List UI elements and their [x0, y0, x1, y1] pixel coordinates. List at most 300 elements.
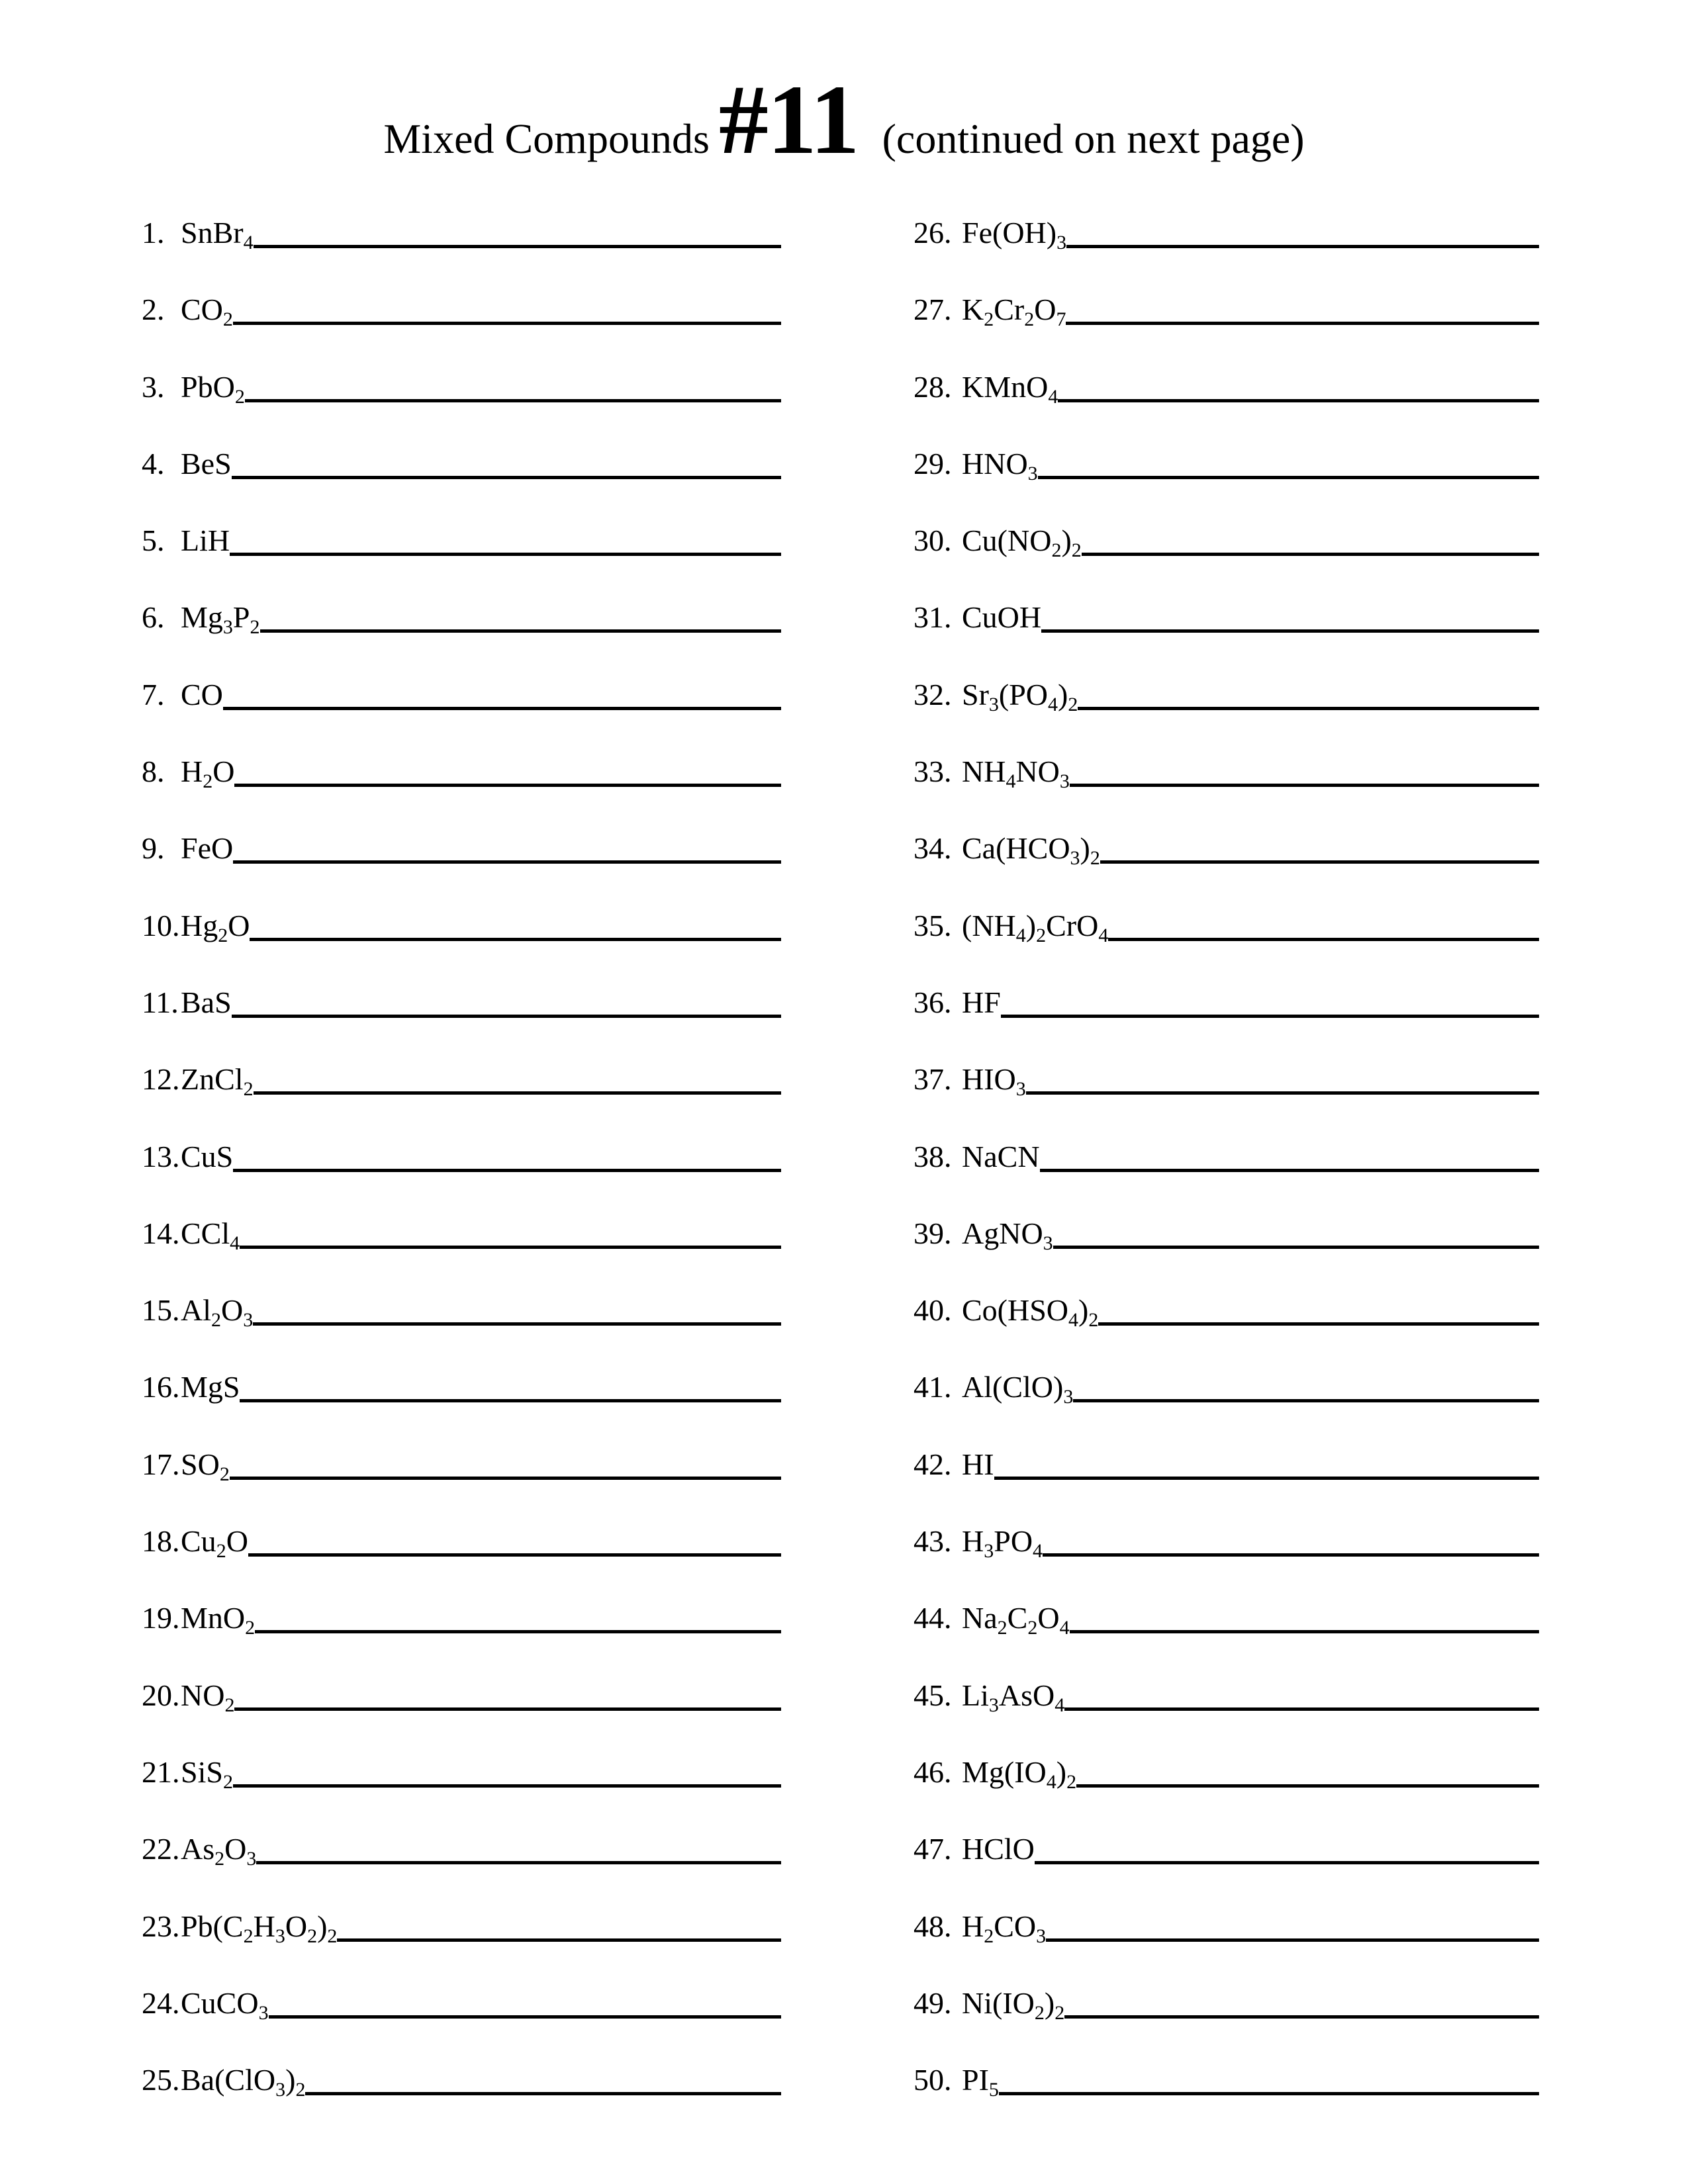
formula-text: Cu: [181, 1524, 216, 1559]
item-formula: [962, 754, 1070, 793]
item-number: 38.: [914, 1139, 952, 1173]
formula-text: AsO: [998, 1678, 1055, 1712]
compound-item: [914, 1140, 1539, 1216]
formula-text: H: [181, 754, 203, 789]
formula-subscript: 3: [258, 2001, 269, 2024]
item-formula: [962, 1754, 1077, 1793]
item-formula: [962, 1216, 1053, 1254]
item-number: 15.: [142, 1293, 180, 1328]
item-formula: [181, 2063, 306, 2101]
compound-item: [142, 1524, 781, 1601]
item-formula: [181, 1909, 338, 1947]
item-number: 18.: [142, 1524, 180, 1559]
item-number: 37.: [914, 1062, 952, 1097]
compound-item: [914, 909, 1539, 985]
item-number: 1.: [142, 216, 165, 250]
formula-text: HNO: [962, 446, 1028, 480]
formula-text: ): [1078, 1293, 1089, 1328]
item-formula: [181, 1601, 256, 1639]
formula-text: ZnCl: [181, 1062, 244, 1097]
compound-item: [914, 1524, 1539, 1601]
answer-blank: [1073, 1399, 1539, 1402]
compound-item: [142, 1140, 781, 1216]
formula-text: HIO: [962, 1062, 1016, 1097]
answer-blank: [250, 938, 781, 941]
item-number: 34.: [914, 831, 952, 866]
item-number: 44.: [914, 1601, 952, 1635]
item-number: 4.: [142, 446, 165, 480]
formula-subscript: 2: [219, 1463, 230, 1485]
answer-blank: [1076, 1784, 1539, 1788]
compound-item: [914, 1832, 1539, 1909]
item-number: 2.: [142, 293, 165, 327]
answer-blank: [233, 1784, 781, 1788]
item-number: 19.: [142, 1601, 180, 1635]
compound-item: [914, 1216, 1539, 1293]
answer-blank: [1066, 322, 1539, 325]
item-formula: [181, 216, 254, 251]
item-number: 11.: [142, 985, 179, 1019]
formula-text: SiS: [181, 1754, 223, 1789]
item-number: 22.: [142, 1832, 180, 1866]
worksheet-number: #11: [718, 65, 859, 175]
item-number: 30.: [914, 523, 952, 558]
formula-text: HI: [962, 1447, 994, 1481]
item-formula: [962, 293, 1066, 331]
item-number: 39.: [914, 1216, 952, 1250]
answer-blank: [1078, 707, 1539, 710]
answer-blank: [240, 1399, 781, 1402]
formula-text: Ba(ClO: [181, 2063, 276, 2097]
answer-blank: [1064, 2015, 1539, 2019]
item-number: 33.: [914, 754, 952, 789]
compound-list-left-column: [142, 216, 781, 2140]
formula-subscript: 2: [327, 1925, 338, 1947]
formula-subscript: 4: [1055, 1694, 1065, 1716]
formula-text: Cu(NO: [962, 523, 1052, 558]
item-number: 29.: [914, 446, 952, 480]
compound-item: [914, 1601, 1539, 1678]
formula-text: CuCO: [181, 1985, 259, 2020]
formula-text: ): [1080, 831, 1090, 866]
compound-item: [914, 1909, 1539, 1986]
item-formula: [962, 1293, 1099, 1332]
formula-subscript: 2: [1071, 539, 1082, 562]
compound-item: [914, 523, 1539, 600]
formula-text: Ni(IO: [962, 1985, 1035, 2020]
item-formula: [962, 1524, 1043, 1563]
answer-blank: [234, 784, 781, 787]
formula-subscript: 2: [222, 308, 233, 331]
formula-subscript: 2: [203, 770, 213, 793]
answer-blank: [1046, 1938, 1539, 1942]
compound-item: [142, 600, 781, 677]
item-formula: [181, 1370, 240, 1405]
formula-text: BeS: [181, 446, 232, 480]
compound-item: [142, 985, 781, 1062]
formula-text: Cr: [994, 293, 1025, 327]
item-number: 7.: [142, 677, 165, 711]
compound-item: [914, 1678, 1539, 1755]
answer-blank: [1108, 938, 1539, 941]
compound-item: [142, 1678, 781, 1755]
item-number: 41.: [914, 1370, 952, 1404]
answer-blank: [269, 2015, 781, 2019]
formula-subscript: 4: [1046, 1770, 1056, 1793]
item-formula: [962, 909, 1108, 944]
formula-subscript: 2: [1027, 1617, 1038, 1639]
formula-subscript: 2: [997, 1617, 1008, 1639]
item-formula: [181, 369, 245, 408]
item-number: 21.: [142, 1754, 180, 1789]
formula-text: AgNO: [962, 1216, 1043, 1250]
formula-text: O: [285, 1909, 308, 1943]
item-number: 43.: [914, 1524, 952, 1559]
compound-item: [914, 1986, 1539, 2063]
formula-text: HClO: [962, 1832, 1035, 1866]
formula-subscript: 3: [1027, 462, 1038, 484]
formula-subscript: 3: [1036, 1925, 1047, 1947]
item-formula: [181, 1447, 230, 1485]
compound-item: [142, 216, 781, 293]
formula-text: ): [317, 1909, 328, 1943]
item-number: 36.: [914, 985, 952, 1019]
compound-item: [142, 909, 781, 985]
compound-item: [142, 1370, 781, 1447]
compound-item: [142, 1447, 781, 1524]
item-formula: [181, 293, 233, 331]
formula-subscript: 4: [1006, 770, 1016, 793]
compound-item: [142, 831, 781, 908]
formula-subscript: 2: [250, 616, 260, 639]
compound-item: [914, 216, 1539, 293]
item-formula: [962, 216, 1066, 251]
item-formula: [962, 1678, 1065, 1716]
formula-text: Fe(OH): [962, 216, 1057, 250]
item-number: 14.: [142, 1216, 180, 1250]
formula-text: CuS: [181, 1139, 234, 1173]
answer-blank: [248, 1553, 781, 1557]
formula-subscript: 3: [243, 1309, 254, 1332]
answer-blank: [1038, 476, 1539, 479]
compound-item: [914, 1062, 1539, 1139]
formula-subscript: 2: [1090, 847, 1100, 870]
answer-blank: [232, 1015, 781, 1018]
formula-text: Na: [962, 1601, 998, 1635]
compound-item: [142, 1986, 781, 2063]
item-formula: [962, 1140, 1040, 1175]
item-formula: [962, 1062, 1026, 1101]
formula-text: BaS: [181, 985, 232, 1019]
item-formula: [962, 447, 1038, 482]
answer-blank: [223, 707, 781, 710]
formula-subscript: 2: [1068, 693, 1078, 715]
formula-text: Hg: [181, 908, 218, 942]
answer-blank: [1053, 1246, 1539, 1249]
formula-text: NH: [962, 754, 1006, 789]
formula-subscript: 2: [243, 1925, 254, 1947]
answer-blank: [255, 1630, 781, 1633]
compound-item: [142, 523, 781, 600]
formula-text: SnBr: [181, 216, 244, 250]
formula-text: SO: [181, 1447, 220, 1481]
compound-item: [914, 2063, 1539, 2140]
answer-blank: [1041, 629, 1539, 633]
item-number: 27.: [914, 293, 952, 327]
item-formula: [962, 1909, 1047, 1947]
item-number: 9.: [142, 831, 165, 866]
formula-subscript: 4: [1033, 1540, 1043, 1563]
formula-subscript: 2: [984, 308, 994, 331]
answer-blank: [1082, 553, 1539, 556]
formula-subscript: 4: [230, 1232, 240, 1254]
formula-subscript: 2: [295, 2079, 306, 2101]
item-number: 16.: [142, 1370, 180, 1404]
compound-item: [914, 831, 1539, 908]
title-continuation-note: (continued on next page): [882, 115, 1305, 162]
answer-blank: [1058, 399, 1539, 402]
formula-text: Al: [181, 1293, 211, 1328]
item-formula: [962, 1832, 1035, 1867]
formula-text: H: [253, 1909, 275, 1943]
compound-item: [142, 1293, 781, 1370]
answer-blank: [233, 1169, 781, 1172]
formula-text: Co(HSO: [962, 1293, 1069, 1328]
item-number: 3.: [142, 369, 165, 404]
answer-blank: [1026, 1091, 1539, 1095]
formula-text: (NH: [962, 908, 1016, 942]
formula-subscript: 4: [1059, 1617, 1070, 1639]
formula-text: O: [1034, 293, 1056, 327]
answer-blank: [1070, 784, 1539, 787]
formula-subscript: 7: [1056, 308, 1066, 331]
compound-item: [914, 293, 1539, 369]
formula-text: O: [228, 908, 250, 942]
item-number: 12.: [142, 1062, 180, 1097]
item-formula: [181, 600, 260, 639]
formula-subscript: 3: [988, 1694, 999, 1716]
answer-blank: [1035, 1861, 1539, 1864]
formula-text: MnO: [181, 1601, 246, 1635]
compound-item: [142, 1832, 781, 1909]
formula-text: CO: [181, 293, 223, 327]
answer-blank: [1064, 1707, 1539, 1711]
item-formula: [181, 523, 230, 559]
item-formula: [181, 1216, 240, 1254]
formula-subscript: 2: [1088, 1309, 1099, 1332]
formula-text: Sr: [962, 677, 989, 711]
compound-item: [142, 1216, 781, 1293]
formula-subscript: 2: [307, 1925, 318, 1947]
formula-text: NO: [181, 1678, 225, 1712]
answer-blank: [305, 2092, 781, 2095]
compound-item: [914, 600, 1539, 677]
item-number: 42.: [914, 1447, 952, 1481]
compound-item: [142, 1062, 781, 1139]
answer-blank: [253, 1322, 781, 1326]
answer-blank: [254, 1091, 781, 1095]
formula-subscript: 4: [1068, 1309, 1079, 1332]
compound-item: [914, 447, 1539, 523]
formula-text: ): [1058, 677, 1068, 711]
item-formula: [962, 1370, 1074, 1408]
formula-text: O: [1037, 1601, 1060, 1635]
item-number: 50.: [914, 2063, 952, 2097]
formula-subscript: 2: [216, 1540, 226, 1563]
worksheet-title: [0, 65, 1688, 175]
formula-subscript: 2: [1036, 924, 1047, 946]
formula-text: H: [962, 1909, 984, 1943]
formula-text: NaCN: [962, 1139, 1040, 1173]
formula-subscript: 4: [1098, 924, 1109, 946]
item-number: 45.: [914, 1678, 952, 1712]
formula-subscript: 3: [984, 1540, 994, 1563]
formula-subscript: 3: [246, 1848, 257, 1870]
formula-subscript: 3: [1015, 1078, 1026, 1101]
compound-item: [914, 1447, 1539, 1524]
answer-blank: [230, 553, 781, 556]
formula-text: NO: [1015, 754, 1060, 789]
compound-list-right-column: [914, 216, 1539, 2140]
formula-subscript: 3: [1063, 1386, 1074, 1408]
formula-subscript: 2: [234, 385, 245, 408]
formula-text: LiH: [181, 523, 230, 558]
item-number: 35.: [914, 908, 952, 942]
answer-blank: [230, 1477, 781, 1480]
item-formula: [181, 909, 250, 944]
formula-subscript: 4: [1015, 924, 1026, 946]
formula-text: O: [212, 754, 235, 789]
item-formula: [962, 1985, 1065, 2024]
formula-subscript: 2: [245, 1617, 256, 1639]
formula-subscript: 3: [275, 1925, 285, 1947]
item-number: 48.: [914, 1909, 952, 1943]
answer-blank: [245, 399, 781, 402]
formula-text: Al(ClO): [962, 1370, 1064, 1404]
item-formula: [181, 1754, 233, 1793]
formula-subscript: 4: [1048, 693, 1058, 715]
formula-subscript: 2: [1024, 308, 1035, 331]
answer-blank: [999, 2092, 1539, 2095]
formula-subscript: 3: [1070, 847, 1080, 870]
answer-blank: [1100, 860, 1539, 864]
item-formula: [181, 1985, 269, 2024]
formula-text: CCl: [181, 1216, 230, 1250]
title-text: Mixed Compounds: [383, 115, 710, 162]
compound-item: [914, 1370, 1539, 1447]
formula-text: ): [1061, 523, 1072, 558]
formula-text: As: [181, 1832, 215, 1866]
formula-text: KMnO: [962, 369, 1049, 404]
formula-subscript: 2: [218, 924, 228, 946]
item-formula: [181, 831, 233, 866]
answer-blank: [254, 245, 781, 248]
item-formula: [181, 1062, 254, 1101]
formula-text: K: [962, 293, 984, 327]
item-number: 40.: [914, 1293, 952, 1328]
item-number: 46.: [914, 1754, 952, 1789]
item-number: 49.: [914, 1985, 952, 2020]
formula-subscript: 2: [1055, 2001, 1065, 2024]
formula-text: FeO: [181, 831, 234, 866]
formula-text: ): [1044, 1985, 1055, 2020]
answer-blank: [1066, 245, 1539, 248]
formula-subscript: 2: [224, 1694, 235, 1716]
formula-text: (PO: [998, 677, 1049, 711]
item-formula: [962, 2063, 999, 2101]
compound-item: [142, 447, 781, 523]
item-formula: [962, 985, 1001, 1021]
formula-text: C: [1007, 1601, 1028, 1635]
compound-item: [142, 1909, 781, 1986]
item-formula: [962, 1601, 1070, 1639]
formula-text: Mg(IO: [962, 1754, 1047, 1789]
answer-blank: [234, 1707, 781, 1711]
formula-subscript: 3: [1056, 232, 1067, 253]
item-formula: [962, 678, 1078, 713]
formula-text: CuOH: [962, 600, 1042, 635]
formula-text: Mg: [181, 600, 223, 635]
answer-blank: [337, 1938, 781, 1942]
answer-blank: [1043, 1553, 1539, 1557]
answer-blank: [994, 1477, 1539, 1480]
item-number: 6.: [142, 600, 165, 635]
item-number: 23.: [142, 1909, 180, 1943]
answer-blank: [240, 1246, 781, 1249]
formula-text: CO: [994, 1909, 1037, 1943]
formula-text: CO: [181, 677, 223, 711]
formula-text: HF: [962, 985, 1001, 1019]
formula-text: Ca(HCO: [962, 831, 1070, 866]
item-number: 32.: [914, 677, 952, 711]
formula-subscript: 2: [222, 1770, 233, 1793]
formula-text: PbO: [181, 369, 235, 404]
compound-item: [914, 370, 1539, 447]
formula-subscript: 2: [211, 1309, 221, 1332]
answer-blank: [1001, 1015, 1539, 1018]
compound-item: [142, 678, 781, 754]
item-number: 13.: [142, 1139, 180, 1173]
formula-text: PI: [962, 2063, 989, 2097]
item-formula: [962, 1447, 994, 1482]
compound-item: [914, 985, 1539, 1062]
item-number: 47.: [914, 1832, 952, 1866]
answer-blank: [232, 476, 781, 479]
item-formula: [181, 1832, 257, 1870]
formula-subscript: 2: [1051, 539, 1062, 562]
item-formula: [962, 523, 1082, 562]
item-formula: [181, 754, 235, 793]
formula-text: MgS: [181, 1370, 240, 1404]
compound-item: [142, 1755, 781, 1832]
formula-subscript: 2: [984, 1925, 994, 1947]
formula-subscript: 5: [988, 2079, 999, 2101]
answer-blank: [1040, 1169, 1539, 1172]
answer-blank: [233, 860, 781, 864]
compound-item: [142, 2063, 781, 2140]
formula-text: Li: [962, 1678, 989, 1712]
formula-subscript: 3: [1043, 1232, 1053, 1254]
formula-subscript: 3: [222, 616, 233, 639]
formula-subscript: 3: [1059, 770, 1070, 793]
item-number: 31.: [914, 600, 952, 635]
formula-text: H: [962, 1524, 984, 1559]
compound-item: [914, 678, 1539, 754]
answer-blank: [256, 1861, 781, 1864]
answer-blank: [1070, 1630, 1539, 1633]
formula-text: ): [285, 2063, 296, 2097]
item-number: 17.: [142, 1447, 180, 1481]
